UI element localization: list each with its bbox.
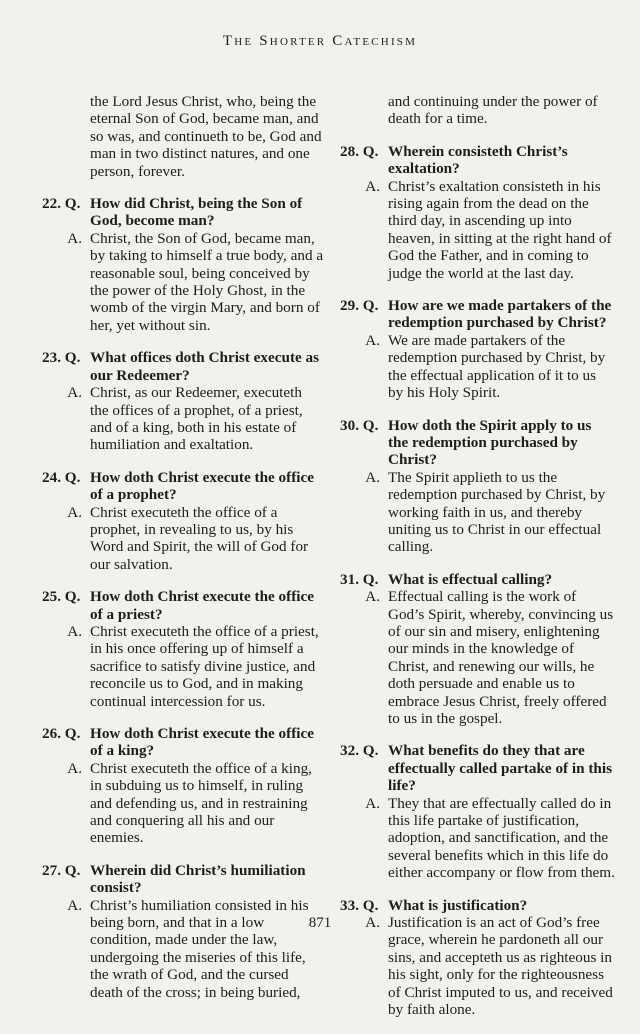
answer	[340, 469, 615, 556]
answer-text: Christ executeth the office of a priest, in his once offering up of himself a sacrifice to satisfy divine justice, and reconcile us to God, and in making continual intercession for us.	[90, 622, 319, 710]
question-text: How doth the Spirit apply to us the redemption purchased by Christ?	[388, 416, 592, 469]
qa-item	[42, 588, 324, 710]
qa-item	[340, 417, 615, 556]
qa-item	[340, 571, 615, 728]
left-column	[42, 93, 324, 1016]
answer	[340, 795, 615, 882]
qa-list-right	[340, 143, 615, 1019]
answer-text: Christ, as our Redeemer, executeth the offices of a prophet, of a priest, and of a king, both in his estate of humiliation and exaltation.	[90, 384, 303, 454]
answer-label: A.	[67, 759, 82, 777]
answer-label: A.	[67, 503, 82, 521]
answer-label: A.	[365, 331, 380, 349]
question	[340, 571, 615, 588]
question	[42, 588, 324, 623]
question-text: What offices doth Christ execute as our Redeemer?	[90, 349, 320, 384]
answer-label: A.	[67, 229, 82, 247]
question	[42, 725, 324, 760]
question-text: What is effectual calling?	[388, 570, 553, 588]
question	[340, 143, 615, 178]
answer	[42, 504, 324, 574]
answer	[42, 384, 324, 454]
question-number: 31. Q.	[340, 570, 379, 588]
answer-text: Christ’s exaltation consisteth in his rising again from the dead on the third day, in ascending up into heaven, in sitting at the right hand of God the Father, and in coming to judge the world at the last day.	[388, 177, 612, 282]
answer-text: Christ, the Son of God, became man, by taking to himself a true body, and a reasonable soul, being conceived by the power of the Holy Ghost, in the womb of the virgin Mary, and born of her, yet without sin.	[90, 229, 324, 334]
answer	[42, 230, 324, 334]
qa-item	[340, 297, 615, 401]
question-number: 26. Q.	[42, 725, 81, 742]
continuation-text: and continuing under the power of death for a time.	[388, 93, 598, 128]
answer-text: We are made partakers of the redemption purchased by Christ, by the effectual application of it to us by his Holy Spirit.	[388, 331, 606, 402]
qa-item	[42, 725, 324, 847]
question-number: 29. Q.	[340, 297, 379, 315]
question-text: How doth Christ execute the office of a prophet?	[90, 468, 314, 504]
qa-item	[340, 143, 615, 282]
question	[340, 417, 615, 469]
question-text: What benefits do they that are effectually called partake of in this life?	[388, 742, 612, 795]
answer	[340, 332, 615, 402]
answer	[340, 588, 615, 727]
qa-item	[42, 349, 324, 453]
answer-text: They that are effectually called do in this life partake of justification, adoption, and sanctification, and the several benefits which in this life do either accompany or flow from them.	[388, 794, 615, 882]
question-number: 23. Q.	[42, 349, 81, 367]
answer-label: A.	[67, 622, 82, 640]
question	[42, 469, 324, 504]
question-number: 25. Q.	[42, 588, 81, 606]
question-number: 28. Q.	[340, 142, 379, 160]
question-text: What is justification?	[388, 896, 528, 914]
continuation-text: the Lord Jesus Christ, who, being the eternal Son of God, became man, and so was, and continueth to be, God and man in two distinct natures, and one person, forever.	[90, 93, 322, 180]
answer-label: A.	[365, 177, 380, 195]
question-number: 22. Q.	[42, 195, 81, 213]
question-text: How did Christ, being the Son of God, become man?	[90, 195, 303, 230]
answer-text: Effectual calling is the work of God’s Spirit, whereby, convincing us of our sin and misery, enlightening our minds in the knowledge of Christ, and renewing our wills, he doth persuade and enable us to embrace Jesus Christ, freely offered to us in the gospel.	[388, 588, 614, 727]
answer-text: Justification is an act of God’s free grace, wherein he pardoneth all our sins, and accepteth us as righteous in his sight, only for the righteousness of Christ imputed to us, and received by faith alone.	[388, 914, 613, 1019]
question	[340, 297, 615, 332]
answer-label: A.	[365, 588, 380, 606]
qa-item	[340, 742, 615, 881]
question-text: Wherein consisteth Christ’s exaltation?	[388, 142, 568, 178]
answer-text: Christ executeth the office of a king, in subduing us to himself, in ruling and defending us, and in restraining and conquering all his and our enemies.	[90, 759, 312, 847]
answer-text: Christ executeth the office of a prophet, in revealing to us, by his Word and Spirit, the will of God for our salvation.	[90, 503, 309, 573]
question-text: How doth Christ execute the office of a king?	[90, 725, 314, 760]
question-number: 32. Q.	[340, 742, 379, 760]
question	[42, 862, 324, 897]
question-number: 24. Q.	[42, 468, 81, 486]
qa-item	[42, 469, 324, 573]
page-number: 871	[308, 915, 332, 931]
question-number: 27. Q.	[42, 861, 81, 879]
answer	[340, 178, 615, 282]
running-header: The Shorter Catechism	[222, 33, 418, 49]
answer	[42, 623, 324, 710]
answer-text: Christ’s humiliation consisted in his being born, and that in a low condition, made under the law, undergoing the miseries of this life, the wrath of God, and the cursed death of the cross; in being buried,	[90, 896, 309, 1001]
answer-label: A.	[67, 896, 82, 914]
answer-label: A.	[67, 384, 82, 402]
question-text: Wherein did Christ’s humiliation consist?	[90, 861, 306, 897]
answer-label: A.	[365, 914, 380, 932]
answer	[42, 760, 324, 847]
question-text: How are we made partakers of the redemption purchased by Christ?	[388, 297, 612, 332]
qa-item	[42, 195, 324, 334]
question	[42, 349, 324, 384]
right-column	[340, 93, 615, 1034]
answer-text: The Spirit applieth to us the redemption purchased by Christ, by working faith in us, and thereby uniting us to Christ in our effectual calling.	[388, 468, 606, 556]
question-number: 30. Q.	[340, 416, 379, 434]
answer-label: A.	[365, 794, 380, 812]
answer-label: A.	[365, 468, 380, 486]
question	[340, 897, 615, 914]
answer	[42, 897, 324, 1001]
question-text: How doth Christ execute the office of a priest?	[90, 588, 314, 623]
question-number: 33. Q.	[340, 896, 379, 914]
question	[42, 195, 324, 230]
qa-list-left	[42, 195, 324, 1001]
question	[340, 742, 615, 794]
